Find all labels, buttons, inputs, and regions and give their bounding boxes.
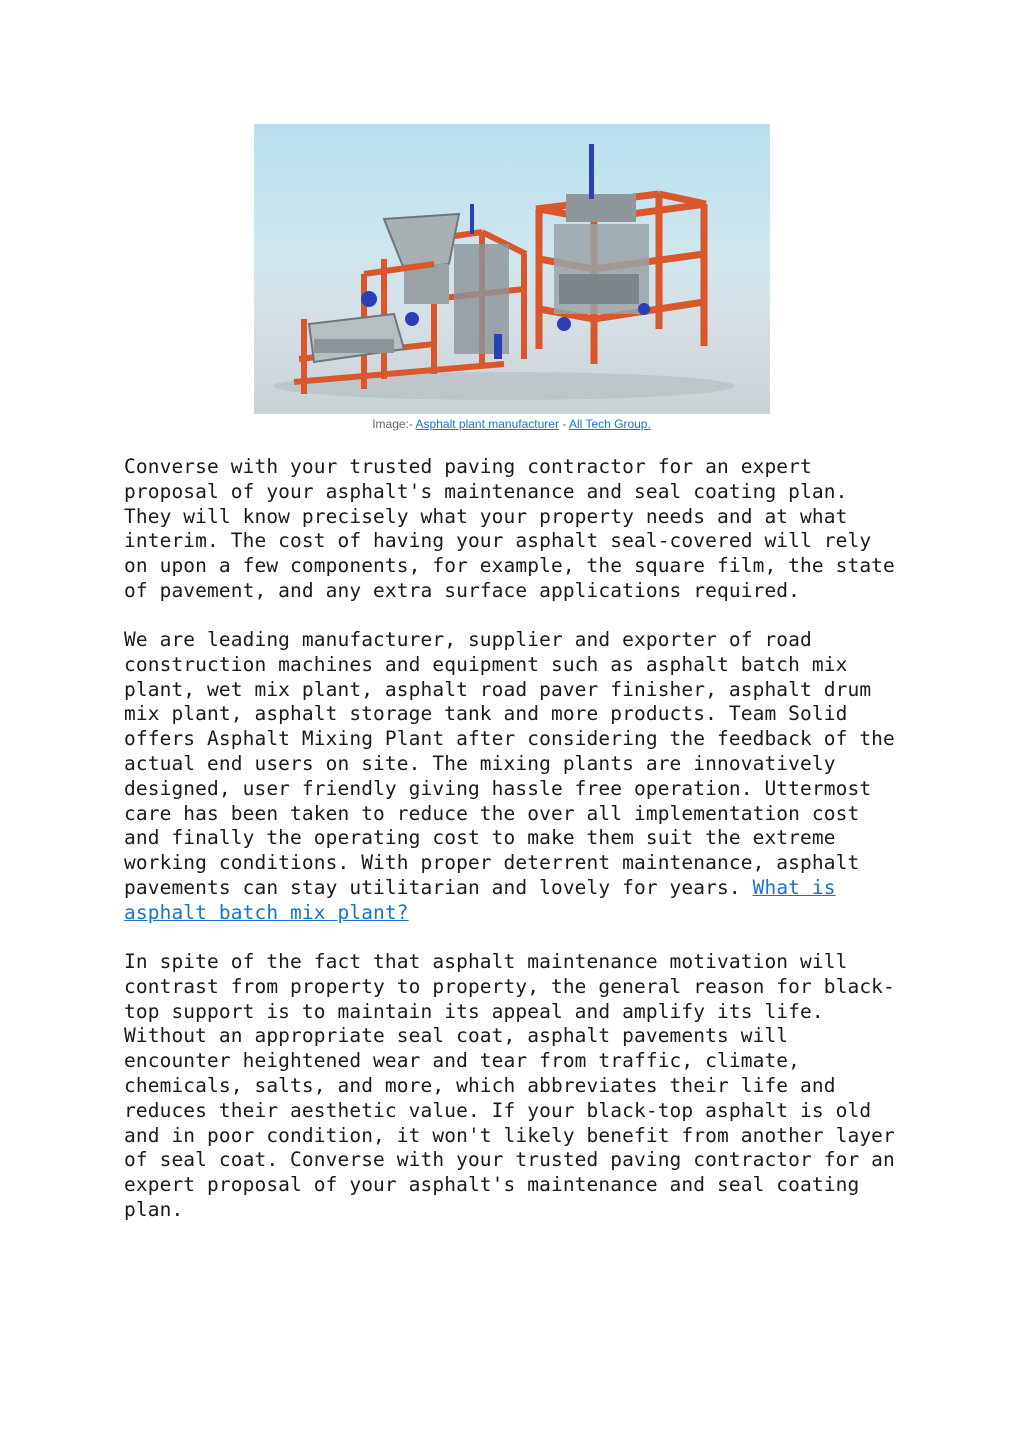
- paragraph-line: of seal coat. Converse with your trusted paving contractor for an: [124, 1148, 895, 1172]
- paragraph-line: top support is to maintain its appeal and amplify its life.: [124, 999, 824, 1023]
- paragraph-line: reduces their aesthetic value. If your black-top asphalt is old: [124, 1098, 872, 1122]
- paragraph-line: proposal of your asphalt's maintenance and seal coating plan.: [124, 479, 848, 503]
- asphalt-plant-manufacturer-link[interactable]: Asphalt plant manufacturer: [415, 417, 559, 431]
- image-caption: [0, 416, 1023, 432]
- paragraph-line: offers Asphalt Mixing Plant after considering the feedback of the: [124, 727, 895, 751]
- paragraph-line: care has been taken to reduce the over all implementation cost: [124, 801, 860, 825]
- paragraph-line: of pavement, and any extra surface applications required.: [124, 578, 801, 602]
- paragraph-line: contrast from property to property, the general reason for black-: [124, 974, 895, 998]
- paragraph-line: designed, user friendly giving hassle free operation. Uttermost: [124, 776, 872, 800]
- caption-prefix: Image:-: [372, 417, 416, 431]
- paragraph-line: plan.: [124, 1197, 184, 1221]
- paragraph-2: [124, 628, 904, 926]
- asphalt-plant-machine-illustration: [254, 124, 770, 414]
- paragraph-line: working conditions. With proper deterrent maintenance, asphalt: [124, 851, 860, 875]
- paragraph-line: plant, wet mix plant, asphalt road paver finisher, asphalt drum: [124, 677, 872, 701]
- paragraph-line: mix plant, asphalt storage tank and more products. Team Solid: [124, 702, 848, 726]
- link-text-line-1[interactable]: What is: [752, 875, 836, 899]
- paragraph-line: encounter heightened wear and tear from traffic, climate,: [124, 1049, 801, 1073]
- paragraph-line: pavements can stay utilitarian and lovely for years.: [124, 875, 753, 899]
- paragraph-line: Without an appropriate seal coat, asphalt pavements will: [124, 1024, 789, 1048]
- paragraph-line: interim. The cost of having your asphalt seal-covered will rely: [124, 529, 872, 553]
- paragraph-line: construction machines and equipment such as asphalt batch mix: [124, 652, 848, 676]
- paragraph-line: In spite of the fact that asphalt maintenance motivation will: [124, 950, 848, 973]
- paragraph-1: [124, 455, 904, 604]
- all-tech-group-link[interactable]: All Tech Group.: [568, 417, 651, 431]
- paragraph-line: on upon a few components, for example, the square film, the state: [124, 554, 895, 578]
- link-text-line-2[interactable]: asphalt batch mix plant?: [124, 900, 409, 924]
- paragraph-line: expert proposal of your asphalt's maintenance and seal coating: [124, 1173, 860, 1197]
- paragraph-line: chemicals, salts, and more, which abbreviates their life and: [124, 1073, 836, 1097]
- caption-separator: -: [558, 417, 569, 431]
- paragraph-line: and finally the operating cost to make them suit the extreme: [124, 826, 836, 850]
- paragraph-line: Converse with your trusted paving contractor for an expert: [124, 455, 812, 478]
- paragraph-line: and in poor condition, it won't likely benefit from another layer: [124, 1123, 895, 1147]
- paragraph-3: [124, 950, 904, 1223]
- paragraph-line: They will know precisely what your property needs and at what: [124, 504, 848, 528]
- asphalt-plant-image: [254, 124, 770, 414]
- paragraph-line: actual end users on site. The mixing plants are innovatively: [124, 751, 836, 775]
- paragraph-line: We are leading manufacturer, supplier and exporter of road: [124, 628, 812, 651]
